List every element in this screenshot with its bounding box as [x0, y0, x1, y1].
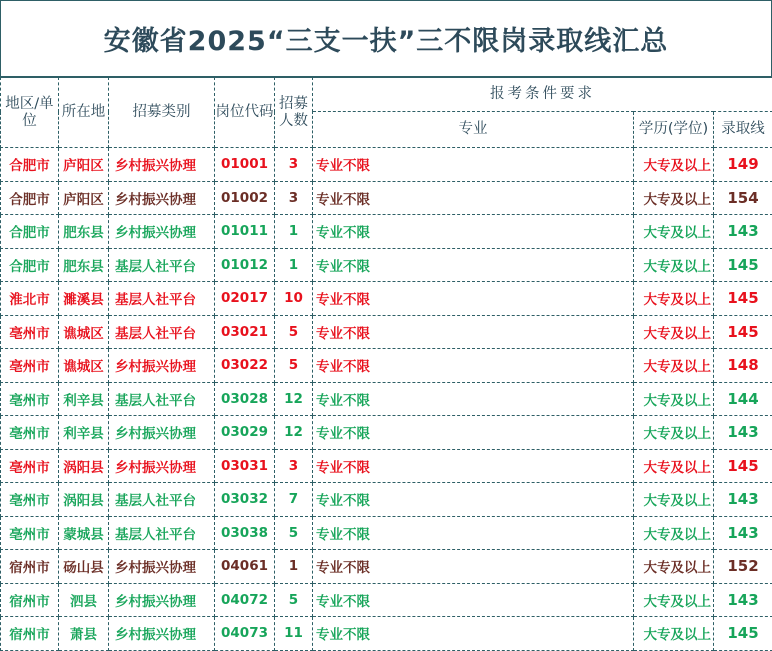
cell-code: 03031	[215, 449, 275, 483]
cell-code: 03038	[215, 516, 275, 550]
cell-education: 大专及以上	[634, 617, 714, 651]
cell-major: 专业不限	[313, 349, 634, 383]
cell-education: 大专及以上	[634, 181, 714, 215]
cell-score: 143	[714, 416, 772, 450]
cell-education: 大专及以上	[634, 483, 714, 517]
sheet-title: 安徽省2025“三支一扶”三不限岗录取线汇总	[0, 0, 772, 78]
cell-district: 肥东县	[59, 215, 109, 249]
cell-region: 宿州市	[1, 550, 59, 584]
cell-type: 乡村振兴协理	[109, 583, 215, 617]
cell-region: 亳州市	[1, 449, 59, 483]
table-row	[1, 248, 772, 282]
cell-district: 泗县	[59, 583, 109, 617]
cell-code: 01011	[215, 215, 275, 249]
cell-type: 乡村振兴协理	[109, 181, 215, 215]
cell-district: 利辛县	[59, 382, 109, 416]
cell-type: 基层人社平台	[109, 248, 215, 282]
cell-score: 143	[714, 583, 772, 617]
cell-region: 亳州市	[1, 349, 59, 383]
cell-district: 庐阳区	[59, 148, 109, 182]
cell-district: 濉溪县	[59, 282, 109, 316]
cell-district: 利辛县	[59, 416, 109, 450]
cell-code: 02017	[215, 282, 275, 316]
cell-region: 淮北市	[1, 282, 59, 316]
cell-district: 蒙城县	[59, 516, 109, 550]
cell-quota: 3	[275, 181, 313, 215]
cell-district: 萧县	[59, 617, 109, 651]
cell-quota: 5	[275, 315, 313, 349]
cell-type: 基层人社平台	[109, 516, 215, 550]
cell-education: 大专及以上	[634, 148, 714, 182]
cell-type: 乡村振兴协理	[109, 550, 215, 584]
cell-score: 154	[714, 181, 772, 215]
cell-major: 专业不限	[313, 315, 634, 349]
cell-code: 04073	[215, 617, 275, 651]
table-row	[1, 416, 772, 450]
cell-type: 乡村振兴协理	[109, 449, 215, 483]
table-row	[1, 617, 772, 651]
cell-education: 大专及以上	[634, 550, 714, 584]
table-row	[1, 282, 772, 316]
cell-major: 专业不限	[313, 449, 634, 483]
cell-region: 亳州市	[1, 516, 59, 550]
table-row	[1, 550, 772, 584]
cell-type: 基层人社平台	[109, 282, 215, 316]
cell-major: 专业不限	[313, 215, 634, 249]
cell-quota: 1	[275, 215, 313, 249]
cell-score: 143	[714, 215, 772, 249]
cell-quota: 12	[275, 382, 313, 416]
cell-score: 148	[714, 349, 772, 383]
cell-quota: 3	[275, 148, 313, 182]
cell-education: 大专及以上	[634, 382, 714, 416]
cell-quota: 7	[275, 483, 313, 517]
cell-education: 大专及以上	[634, 248, 714, 282]
cell-education: 大专及以上	[634, 583, 714, 617]
cell-quota: 5	[275, 583, 313, 617]
cell-region: 亳州市	[1, 483, 59, 517]
header-region: 地区/单位	[1, 78, 59, 148]
cell-region: 亳州市	[1, 315, 59, 349]
header-education: 学历(学位)	[634, 112, 714, 148]
cell-region: 宿州市	[1, 583, 59, 617]
cell-major: 专业不限	[313, 181, 634, 215]
cell-education: 大专及以上	[634, 315, 714, 349]
cell-district: 砀山县	[59, 550, 109, 584]
cell-type: 基层人社平台	[109, 382, 215, 416]
score-table	[0, 77, 772, 651]
table-row	[1, 215, 772, 249]
cell-major: 专业不限	[313, 617, 634, 651]
table-row	[1, 382, 772, 416]
cell-region: 合肥市	[1, 148, 59, 182]
cell-score: 145	[714, 282, 772, 316]
cell-quota: 10	[275, 282, 313, 316]
cell-district: 涡阳县	[59, 483, 109, 517]
header-quota: 招募人数	[275, 78, 313, 148]
cell-type: 乡村振兴协理	[109, 215, 215, 249]
cell-code: 01012	[215, 248, 275, 282]
cell-quota: 1	[275, 248, 313, 282]
cell-district: 庐阳区	[59, 181, 109, 215]
table-row	[1, 583, 772, 617]
cell-district: 肥东县	[59, 248, 109, 282]
table-row	[1, 516, 772, 550]
cell-quota: 12	[275, 416, 313, 450]
cell-score: 145	[714, 248, 772, 282]
cell-region: 亳州市	[1, 382, 59, 416]
cell-region: 亳州市	[1, 416, 59, 450]
cell-major: 专业不限	[313, 382, 634, 416]
table-row	[1, 315, 772, 349]
cell-district: 谯城区	[59, 315, 109, 349]
cell-code: 03032	[215, 483, 275, 517]
cell-score: 144	[714, 382, 772, 416]
table-row	[1, 483, 772, 517]
cell-region: 宿州市	[1, 617, 59, 651]
cell-education: 大专及以上	[634, 449, 714, 483]
cell-education: 大专及以上	[634, 282, 714, 316]
cell-region: 合肥市	[1, 181, 59, 215]
cell-education: 大专及以上	[634, 416, 714, 450]
cell-type: 乡村振兴协理	[109, 617, 215, 651]
header-type: 招募类别	[109, 78, 215, 148]
table-body	[1, 148, 772, 651]
cell-education: 大专及以上	[634, 349, 714, 383]
cell-district: 涡阳县	[59, 449, 109, 483]
cell-major: 专业不限	[313, 516, 634, 550]
cell-type: 乡村振兴协理	[109, 416, 215, 450]
cell-major: 专业不限	[313, 483, 634, 517]
cell-code: 03021	[215, 315, 275, 349]
cell-quota: 5	[275, 516, 313, 550]
cell-quota: 3	[275, 449, 313, 483]
cell-education: 大专及以上	[634, 215, 714, 249]
cell-score: 143	[714, 483, 772, 517]
cell-code: 04061	[215, 550, 275, 584]
cell-major: 专业不限	[313, 583, 634, 617]
cell-quota: 11	[275, 617, 313, 651]
cell-type: 乡村振兴协理	[109, 148, 215, 182]
cell-type: 基层人社平台	[109, 483, 215, 517]
header-score: 录取线	[714, 112, 772, 148]
cell-score: 145	[714, 315, 772, 349]
cell-type: 基层人社平台	[109, 315, 215, 349]
cell-major: 专业不限	[313, 416, 634, 450]
cell-code: 03028	[215, 382, 275, 416]
cell-major: 专业不限	[313, 282, 634, 316]
cell-type: 乡村振兴协理	[109, 349, 215, 383]
cell-major: 专业不限	[313, 148, 634, 182]
cell-major: 专业不限	[313, 248, 634, 282]
header-requirements: 报考条件要求	[313, 78, 772, 112]
table-row	[1, 349, 772, 383]
cell-score: 149	[714, 148, 772, 182]
cell-quota: 5	[275, 349, 313, 383]
table-row	[1, 449, 772, 483]
table-row	[1, 148, 772, 182]
cell-code: 04072	[215, 583, 275, 617]
header-district: 所在地	[59, 78, 109, 148]
cell-code: 03029	[215, 416, 275, 450]
cell-major: 专业不限	[313, 550, 634, 584]
cell-code: 03022	[215, 349, 275, 383]
header-major: 专业	[313, 112, 634, 148]
cell-score: 145	[714, 449, 772, 483]
cell-region: 合肥市	[1, 248, 59, 282]
cell-score: 145	[714, 617, 772, 651]
cell-code: 01001	[215, 148, 275, 182]
cell-quota: 1	[275, 550, 313, 584]
cell-code: 01002	[215, 181, 275, 215]
cell-education: 大专及以上	[634, 516, 714, 550]
cell-score: 152	[714, 550, 772, 584]
cell-region: 合肥市	[1, 215, 59, 249]
header-code: 岗位代码	[215, 78, 275, 148]
cell-score: 143	[714, 516, 772, 550]
table-row	[1, 181, 772, 215]
cell-district: 谯城区	[59, 349, 109, 383]
